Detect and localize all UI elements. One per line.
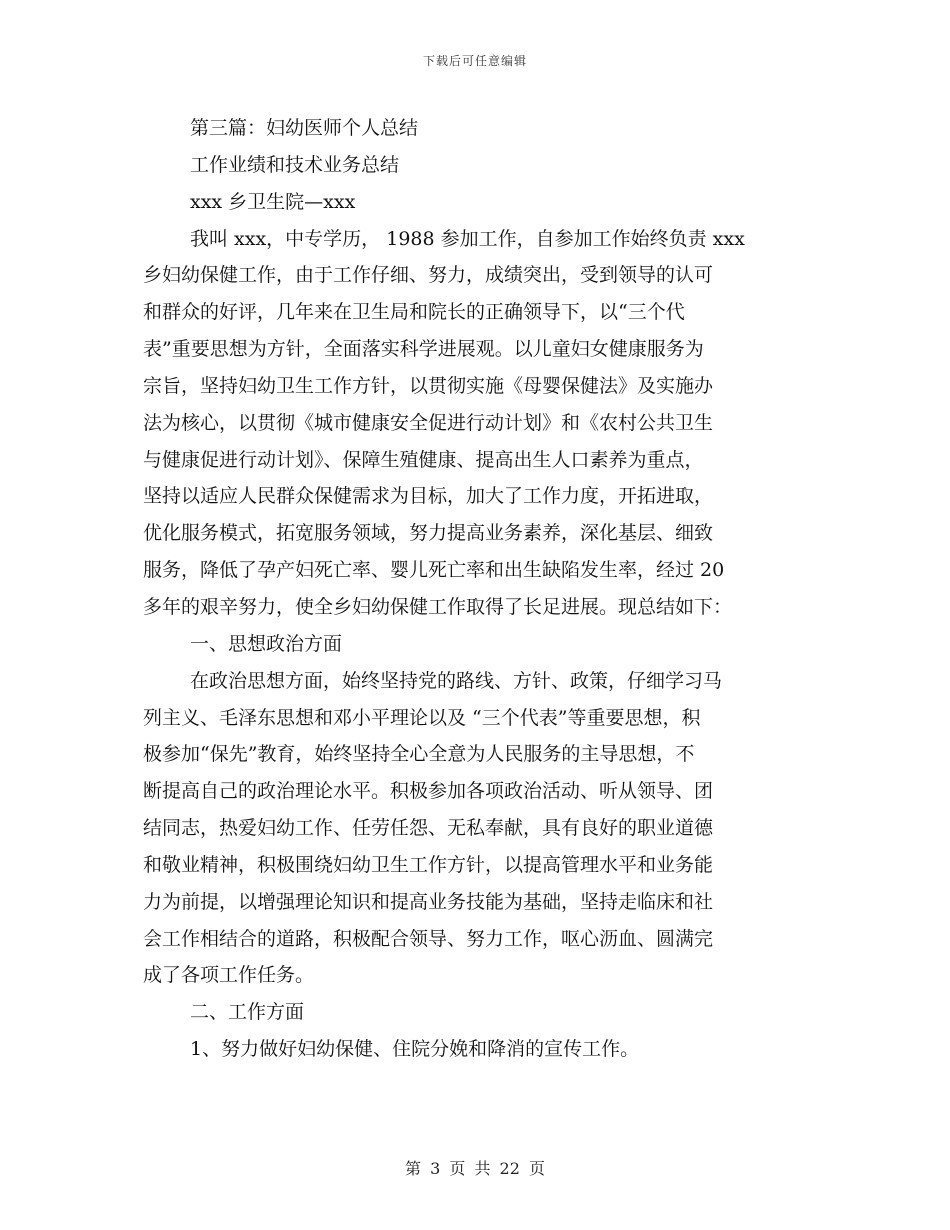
text-line: xxx 乡卫生院—xxx [190, 190, 356, 213]
text-line: 会工作相结合的道路，积极配合领导、努力工作，呕心沥血、圆满完 [143, 927, 714, 950]
page-header: 下载后可任意编辑 [422, 54, 527, 68]
text-line: 宗旨，坚持妇幼卫生工作方针，以贯彻实施《母婴保健法》及实施办 [143, 374, 714, 397]
text-line: 结同志，热爱妇幼工作、任劳任怨、无私奉献，具有良好的职业道德 [143, 817, 714, 840]
text-line: 坚持以适应人民群众保健需求为目标，加大了工作力度，开拓进取， [143, 485, 714, 508]
text-line: 优化服务模式，拓宽服务领域，努力提高业务素养，深化基层、细致 [143, 522, 714, 545]
text-line: 我叫 xxx，中专学历， 1988 参加工作，自参加工作始终负责 xxx [190, 227, 745, 250]
text-line: 成了各项工作任务。 [143, 964, 315, 987]
text-line: 一、思想政治方面 [190, 632, 343, 655]
text-line: 与健康促进行动计划》、保障生殖健康、提高出生人口素养为重点， [143, 448, 704, 471]
text-line: 二、工作方面 [190, 1001, 305, 1024]
text-line: 和敬业精神，积极围绕妇幼卫生工作方针，以提高管理水平和业务能 [143, 853, 714, 876]
text-line: 多年的艰辛努力，使全乡妇幼保健工作取得了长足进展。现总结如下： [143, 595, 733, 618]
text-line: 工作业绩和技术业务总结 [190, 153, 400, 176]
text-line: 极参加“保先”教育，始终坚持全心全意为人民服务的主导思想，不 [143, 743, 695, 766]
text-line: 乡妇幼保健工作，由于工作仔细、努力，成绩突出，受到领导的认可 [143, 264, 714, 287]
text-line: 断提高自己的政治理论水平。积极参加各项政治活动、听从领导、团 [143, 780, 714, 803]
text-line: 服务，降低了孕产妇死亡率、婴儿死亡率和出生缺陷发生率，经过 20 [143, 559, 725, 582]
document-body [143, 110, 807, 1068]
text-line: 第三篇：妇幼医师个人总结 [190, 117, 419, 139]
text-line: 表”重要思想为方针，全面落实科学进展观。以儿童妇女健康服务为 [143, 338, 704, 361]
text-line: 力为前提，以增强理论知识和提高业务技能为基础，坚持走临床和社 [143, 890, 714, 913]
text-line: 和群众的好评，几年来在卫生局和院长的正确领导下，以“三个代 [143, 301, 685, 324]
text-line: 1、努力做好妇幼保健、住院分娩和降消的宣传工作。 [190, 1038, 640, 1061]
page-number: 第 3 页 共 22 页 [405, 1159, 545, 1178]
text-line: 法为核心，以贯彻《城市健康安全促进行动计划》和《农村公共卫生 [143, 411, 714, 434]
text-line: 列主义、毛泽东思想和邓小平理论以及 “三个代表”等重要思想，积 [143, 706, 701, 729]
text-line: 在政治思想方面，始终坚持党的路线、方针、政策，仔细学习马 [190, 669, 723, 692]
